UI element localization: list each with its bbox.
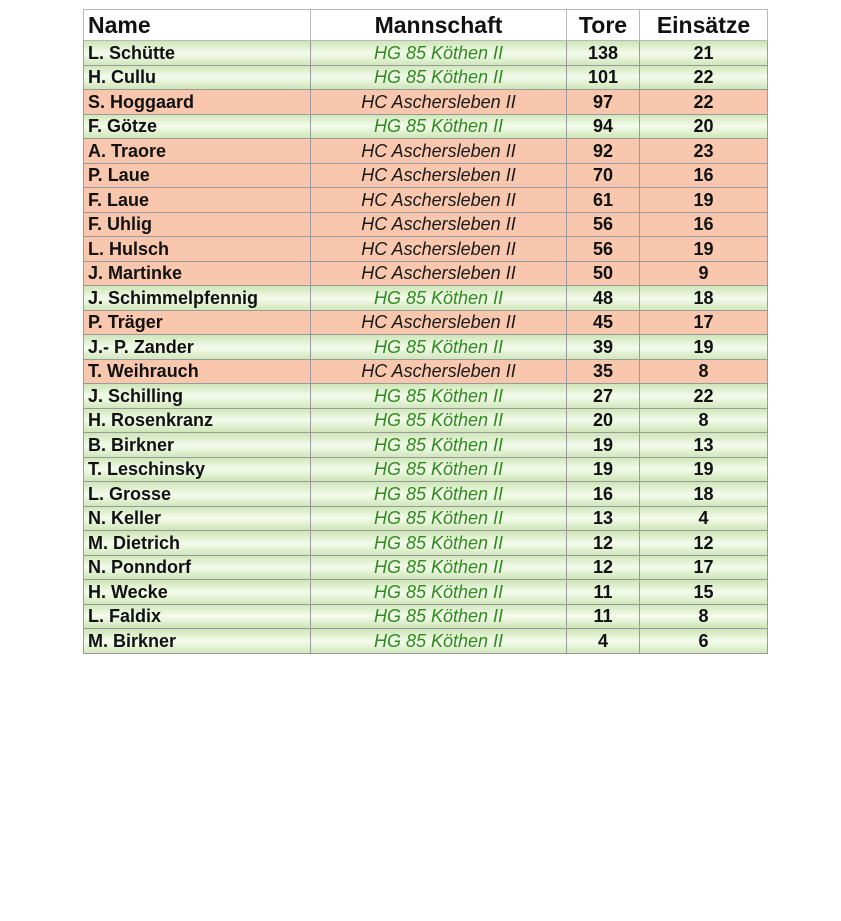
- team-cell: HG 85 Köthen II: [311, 384, 567, 409]
- goals-cell: 11: [567, 580, 640, 605]
- table-row: [84, 359, 768, 384]
- games-cell: 9: [640, 261, 768, 286]
- player-name-cell: A. Traore: [84, 139, 311, 164]
- table-row: [84, 555, 768, 580]
- games-cell: 8: [640, 408, 768, 433]
- goals-cell: 27: [567, 384, 640, 409]
- table-row: [84, 433, 768, 458]
- table-row: [84, 188, 768, 213]
- games-cell: 20: [640, 114, 768, 139]
- team-cell: HC Aschersleben II: [311, 212, 567, 237]
- goals-cell: 48: [567, 286, 640, 311]
- player-name-cell: N. Keller: [84, 506, 311, 531]
- table-row: [84, 531, 768, 556]
- table-row: [84, 384, 768, 409]
- table-row: [84, 335, 768, 360]
- team-cell: HG 85 Köthen II: [311, 433, 567, 458]
- goals-cell: 56: [567, 237, 640, 262]
- team-cell: HC Aschersleben II: [311, 359, 567, 384]
- games-cell: 18: [640, 482, 768, 507]
- goals-cell: 12: [567, 531, 640, 556]
- scorers-table: [83, 9, 768, 654]
- games-cell: 22: [640, 65, 768, 90]
- team-cell: HG 85 Köthen II: [311, 604, 567, 629]
- goals-cell: 35: [567, 359, 640, 384]
- team-cell: HG 85 Köthen II: [311, 286, 567, 311]
- games-cell: 21: [640, 41, 768, 66]
- team-cell: HG 85 Köthen II: [311, 408, 567, 433]
- table-row: [84, 114, 768, 139]
- column-header-goals: Tore: [567, 10, 640, 41]
- team-cell: HC Aschersleben II: [311, 139, 567, 164]
- table-row: [84, 604, 768, 629]
- goals-cell: 92: [567, 139, 640, 164]
- goals-cell: 94: [567, 114, 640, 139]
- table-row: [84, 261, 768, 286]
- table-row: [84, 139, 768, 164]
- games-cell: 19: [640, 237, 768, 262]
- goals-cell: 16: [567, 482, 640, 507]
- column-header-team: Mannschaft: [311, 10, 567, 41]
- goals-cell: 13: [567, 506, 640, 531]
- player-name-cell: M. Dietrich: [84, 531, 311, 556]
- player-name-cell: F. Götze: [84, 114, 311, 139]
- column-header-name: Name: [84, 10, 311, 41]
- table-row: [84, 286, 768, 311]
- player-name-cell: J. Schilling: [84, 384, 311, 409]
- goals-cell: 138: [567, 41, 640, 66]
- goals-cell: 11: [567, 604, 640, 629]
- table-row: [84, 163, 768, 188]
- games-cell: 13: [640, 433, 768, 458]
- table-row: [84, 408, 768, 433]
- goals-cell: 45: [567, 310, 640, 335]
- player-name-cell: H. Wecke: [84, 580, 311, 605]
- player-name-cell: P. Träger: [84, 310, 311, 335]
- player-name-cell: M. Birkner: [84, 629, 311, 654]
- team-cell: HC Aschersleben II: [311, 188, 567, 213]
- goals-cell: 19: [567, 433, 640, 458]
- games-cell: 16: [640, 163, 768, 188]
- table-row: [84, 580, 768, 605]
- games-cell: 8: [640, 604, 768, 629]
- team-cell: HC Aschersleben II: [311, 163, 567, 188]
- goals-cell: 97: [567, 90, 640, 115]
- team-cell: HG 85 Köthen II: [311, 482, 567, 507]
- games-cell: 18: [640, 286, 768, 311]
- player-name-cell: L. Hulsch: [84, 237, 311, 262]
- player-name-cell: J. Martinke: [84, 261, 311, 286]
- table-row: [84, 65, 768, 90]
- team-cell: HC Aschersleben II: [311, 237, 567, 262]
- table-row: [84, 90, 768, 115]
- games-cell: 4: [640, 506, 768, 531]
- player-name-cell: F. Laue: [84, 188, 311, 213]
- player-name-cell: T. Weihrauch: [84, 359, 311, 384]
- games-cell: 19: [640, 457, 768, 482]
- games-cell: 12: [640, 531, 768, 556]
- goals-cell: 61: [567, 188, 640, 213]
- table-row: [84, 41, 768, 66]
- table-row: [84, 506, 768, 531]
- table-row: [84, 457, 768, 482]
- games-cell: 23: [640, 139, 768, 164]
- team-cell: HG 85 Köthen II: [311, 65, 567, 90]
- team-cell: HG 85 Köthen II: [311, 457, 567, 482]
- player-name-cell: L. Faldix: [84, 604, 311, 629]
- team-cell: HG 85 Köthen II: [311, 580, 567, 605]
- player-name-cell: J. Schimmelpfennig: [84, 286, 311, 311]
- table-body: [84, 41, 768, 654]
- player-name-cell: L. Schütte: [84, 41, 311, 66]
- goals-cell: 4: [567, 629, 640, 654]
- goals-cell: 20: [567, 408, 640, 433]
- player-name-cell: P. Laue: [84, 163, 311, 188]
- games-cell: 6: [640, 629, 768, 654]
- team-cell: HC Aschersleben II: [311, 261, 567, 286]
- header-row: [84, 10, 768, 41]
- games-cell: 8: [640, 359, 768, 384]
- player-name-cell: L. Grosse: [84, 482, 311, 507]
- games-cell: 16: [640, 212, 768, 237]
- games-cell: 22: [640, 90, 768, 115]
- team-cell: HC Aschersleben II: [311, 310, 567, 335]
- player-name-cell: H. Cullu: [84, 65, 311, 90]
- team-cell: HG 85 Köthen II: [311, 335, 567, 360]
- games-cell: 17: [640, 310, 768, 335]
- goals-cell: 50: [567, 261, 640, 286]
- games-cell: 17: [640, 555, 768, 580]
- column-header-games: Einsätze: [640, 10, 768, 41]
- table-header: [84, 10, 768, 41]
- goals-cell: 101: [567, 65, 640, 90]
- team-cell: HG 85 Köthen II: [311, 506, 567, 531]
- games-cell: 15: [640, 580, 768, 605]
- table-row: [84, 212, 768, 237]
- player-name-cell: T. Leschinsky: [84, 457, 311, 482]
- goals-cell: 12: [567, 555, 640, 580]
- team-cell: HG 85 Köthen II: [311, 555, 567, 580]
- player-name-cell: F. Uhlig: [84, 212, 311, 237]
- player-name-cell: N. Ponndorf: [84, 555, 311, 580]
- games-cell: 19: [640, 335, 768, 360]
- games-cell: 22: [640, 384, 768, 409]
- player-name-cell: B. Birkner: [84, 433, 311, 458]
- team-cell: HC Aschersleben II: [311, 90, 567, 115]
- player-name-cell: S. Hoggaard: [84, 90, 311, 115]
- table-row: [84, 237, 768, 262]
- team-cell: HG 85 Köthen II: [311, 41, 567, 66]
- goals-cell: 70: [567, 163, 640, 188]
- goals-cell: 39: [567, 335, 640, 360]
- table-row: [84, 310, 768, 335]
- table-row: [84, 629, 768, 654]
- player-name-cell: H. Rosenkranz: [84, 408, 311, 433]
- team-cell: HG 85 Köthen II: [311, 629, 567, 654]
- goals-cell: 19: [567, 457, 640, 482]
- player-name-cell: J.- P. Zander: [84, 335, 311, 360]
- goals-cell: 56: [567, 212, 640, 237]
- team-cell: HG 85 Köthen II: [311, 531, 567, 556]
- games-cell: 19: [640, 188, 768, 213]
- team-cell: HG 85 Köthen II: [311, 114, 567, 139]
- table-row: [84, 482, 768, 507]
